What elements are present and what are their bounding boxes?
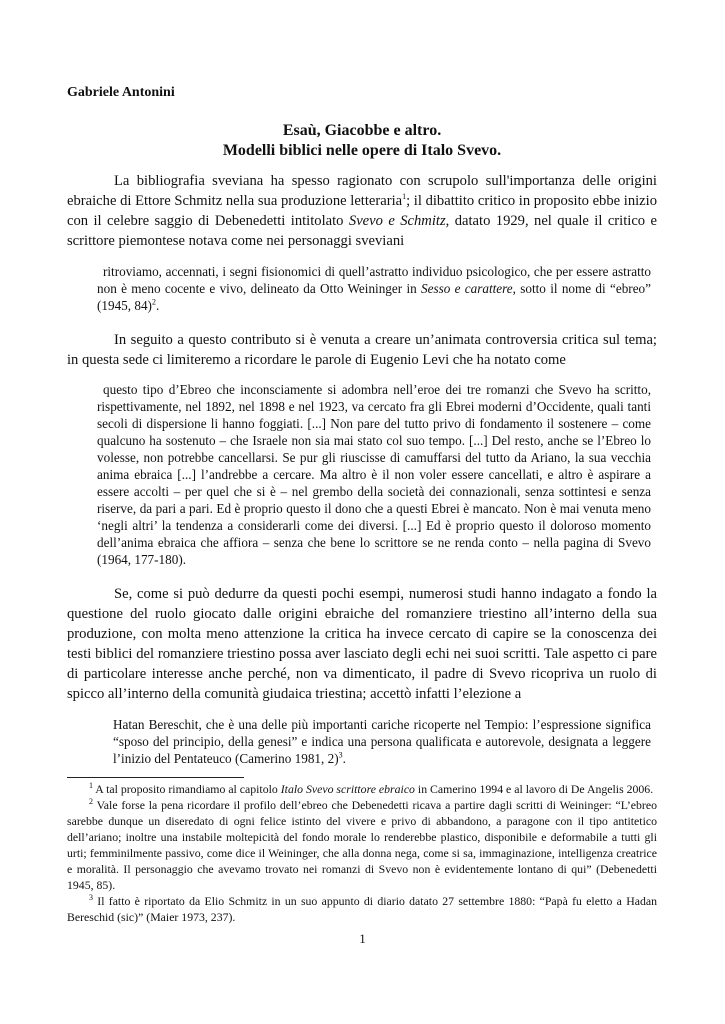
footnote-2-text: Vale forse la pena ricordare il profilo dell’ebreo che Debenedetti ricava a partire dagli scritti di Weininger: “L’ebreo sarebbe dunque un diseredato di ogni felice istinto del vivere e privo di abbandono, a paragone con il tipo antitetico dell’ariano; inoltre una instabile moltepicità del fondo morale lo renderebbe plastico, disponibile e deformabile a tutti gli urti; femminilmente passivo, come dice il Weininger, che alla donna nega, come si sa, immaginazione, intelligenza creatrice e moralità. Il personaggio che avevamo trovato nei romanzi di Svevo non è evidentemente lontano di qui” (Debenedetti 1945, 85). xyxy=(67,798,657,892)
paragraph-1-text-c: , datato 1929, nel quale il critico e scrittore piemontese notava come nei personaggi sveviani xyxy=(67,213,658,249)
quote-1-italic-title: Sesso e carattere xyxy=(421,281,513,296)
page-body xyxy=(67,85,657,767)
author-name: Gabriele Antonini xyxy=(67,85,175,100)
paragraph-1-text-b: ; il dibattito critico in proposito ebbe inizio con il celebre saggio di Debenedetti intitolato xyxy=(67,193,657,229)
footnote-2-number: 2 xyxy=(89,797,93,807)
paper-title xyxy=(67,121,657,161)
footnote-3-text: Il fatto è riportato da Elio Schmitz in un suo appunto di diario datato 27 settembre 1880: “Papà fu eletto a Hadan Bereschid (sic)” (Maier 1973, 237). xyxy=(67,894,657,924)
footnotes xyxy=(67,781,657,925)
title-line-1: Esaù, Giacobbe e altro. xyxy=(282,122,442,139)
footnote-1 xyxy=(67,781,657,797)
block-quote-3 xyxy=(67,716,657,767)
footnote-3 xyxy=(67,893,657,925)
footnote-ref-2[interactable]: 2 xyxy=(151,297,156,307)
paragraph-1-text-a: La bibliografia sveviana ha spesso ragionato con scrupolo sull'importanza delle origini ebraiche di Ettore Schmitz nella sua produzione letteraria xyxy=(67,173,657,209)
paragraph-1-italic-title: Svevo e Schmitz xyxy=(348,213,446,229)
footnote-1-text-b: in Camerino 1994 e al lavoro di De Angelis 2006. xyxy=(414,782,654,796)
footnote-ref-1[interactable]: 1 xyxy=(402,192,407,202)
quote-1-text-b: , sotto il nome di “ebreo” (1945, 84) xyxy=(97,281,651,313)
footnote-3-number: 3 xyxy=(89,893,93,903)
quote-3-text: Hatan Bereschit, che è una delle più importanti cariche ricoperte nel Tempio: l’espressione significa “sposo del principio, della genesi” e indica una persona qualificata e autorevole, designata a leggere l’inizio del Pentateuco (Camerino 1981, 2) xyxy=(113,717,651,766)
footnote-2 xyxy=(67,797,657,893)
footnote-1-number: 1 xyxy=(89,781,93,791)
quote-3-end: . xyxy=(342,751,346,766)
quote-2-text: questo tipo d’Ebreo che inconsciamente si adombra nell’eroe dei tre romanzi che Svevo ha scritto, rispettivamente, nel 1892, nel 1898 e nel 1923, va cercato fra gli Ebrei moderni d’Occidente, quali tanti secoli di dispersione li hanno foggiati. [...] Non pare del tutto privo di fondamento il sostenere – come qualcuno ha sostenuto – che Israele non sia mai stato col suo tempo. [...] Del resto, anche se l’Ebreo lo volesse, non potrebbe cancellarsi. Se pur gli riuscisse di camuffarsi del tutto da Ariano, la sua vecchia anima ebraica [...] l’andrebbe a cercare. Ma altro è il non voler essere cancellati, e altro è aspirare a essere accolti – per quel che si è – nel grembo della società dei connazionali, senza sottintesi e senza riserve, da pari a pari. Ed è proprio questo il dono che a questi Ebrei è mancato. Non è mai venuta meno ‘negli altri’ la tendenza a considerarli come dei diversi. [...] Ed è proprio questo il doloroso momento dell’anima ebraica che affiora – senza che bene lo scrittore se ne renda conto – nella pagina di Svevo (1964, 177-180). xyxy=(97,382,651,567)
quote-1-end: . xyxy=(155,298,160,313)
block-quote-1 xyxy=(67,263,657,314)
quote-1-text-a: ritroviamo, accennati, i segni fisionomici di quell’astratto individuo psicologico, che per essere astratto non è meno cocente e vivo, delineato da Otto Weininger in xyxy=(97,264,651,296)
footnote-ref-3[interactable]: 3 xyxy=(338,750,343,760)
footnote-1-text-a: A tal proposito rimandiamo al capitolo xyxy=(93,782,281,796)
title-line-2: Modelli biblici nelle opere di Italo Svevo. xyxy=(222,142,502,159)
footnote-separator xyxy=(67,777,244,778)
paragraph-2: In seguito a questo contributo si è venuta a creare un’animata controversia critica sul tema; in questa sede ci limiteremo a ricordare le parole di Eugenio Levi che ha notato come xyxy=(67,332,657,368)
footnote-1-italic-title: Italo Svevo scrittore ebraico xyxy=(280,782,415,796)
page-number: 1 xyxy=(359,931,366,946)
block-quote-2 xyxy=(67,381,657,568)
paragraph-3: Se, come si può dedurre da questi pochi esempi, numerosi studi hanno indagato a fondo la questione del ruolo giocato dalle origini ebraiche del romanziere triestino all’interno della sua produzione, con molta meno attenzione la critica ha invece cercato di capire se la conoscenza dei testi biblici del romanziere triestino possa aver lasciato degli echi nei suoi scritti. Tale aspetto ci pare di particolare interesse anche perché, non va dimenticato, il padre di Svevo ricopriva un ruolo di spicco all’interno della comunità giudaica triestina; accettò infatti l’elezione a xyxy=(67,586,657,702)
paragraph-1 xyxy=(67,171,657,251)
